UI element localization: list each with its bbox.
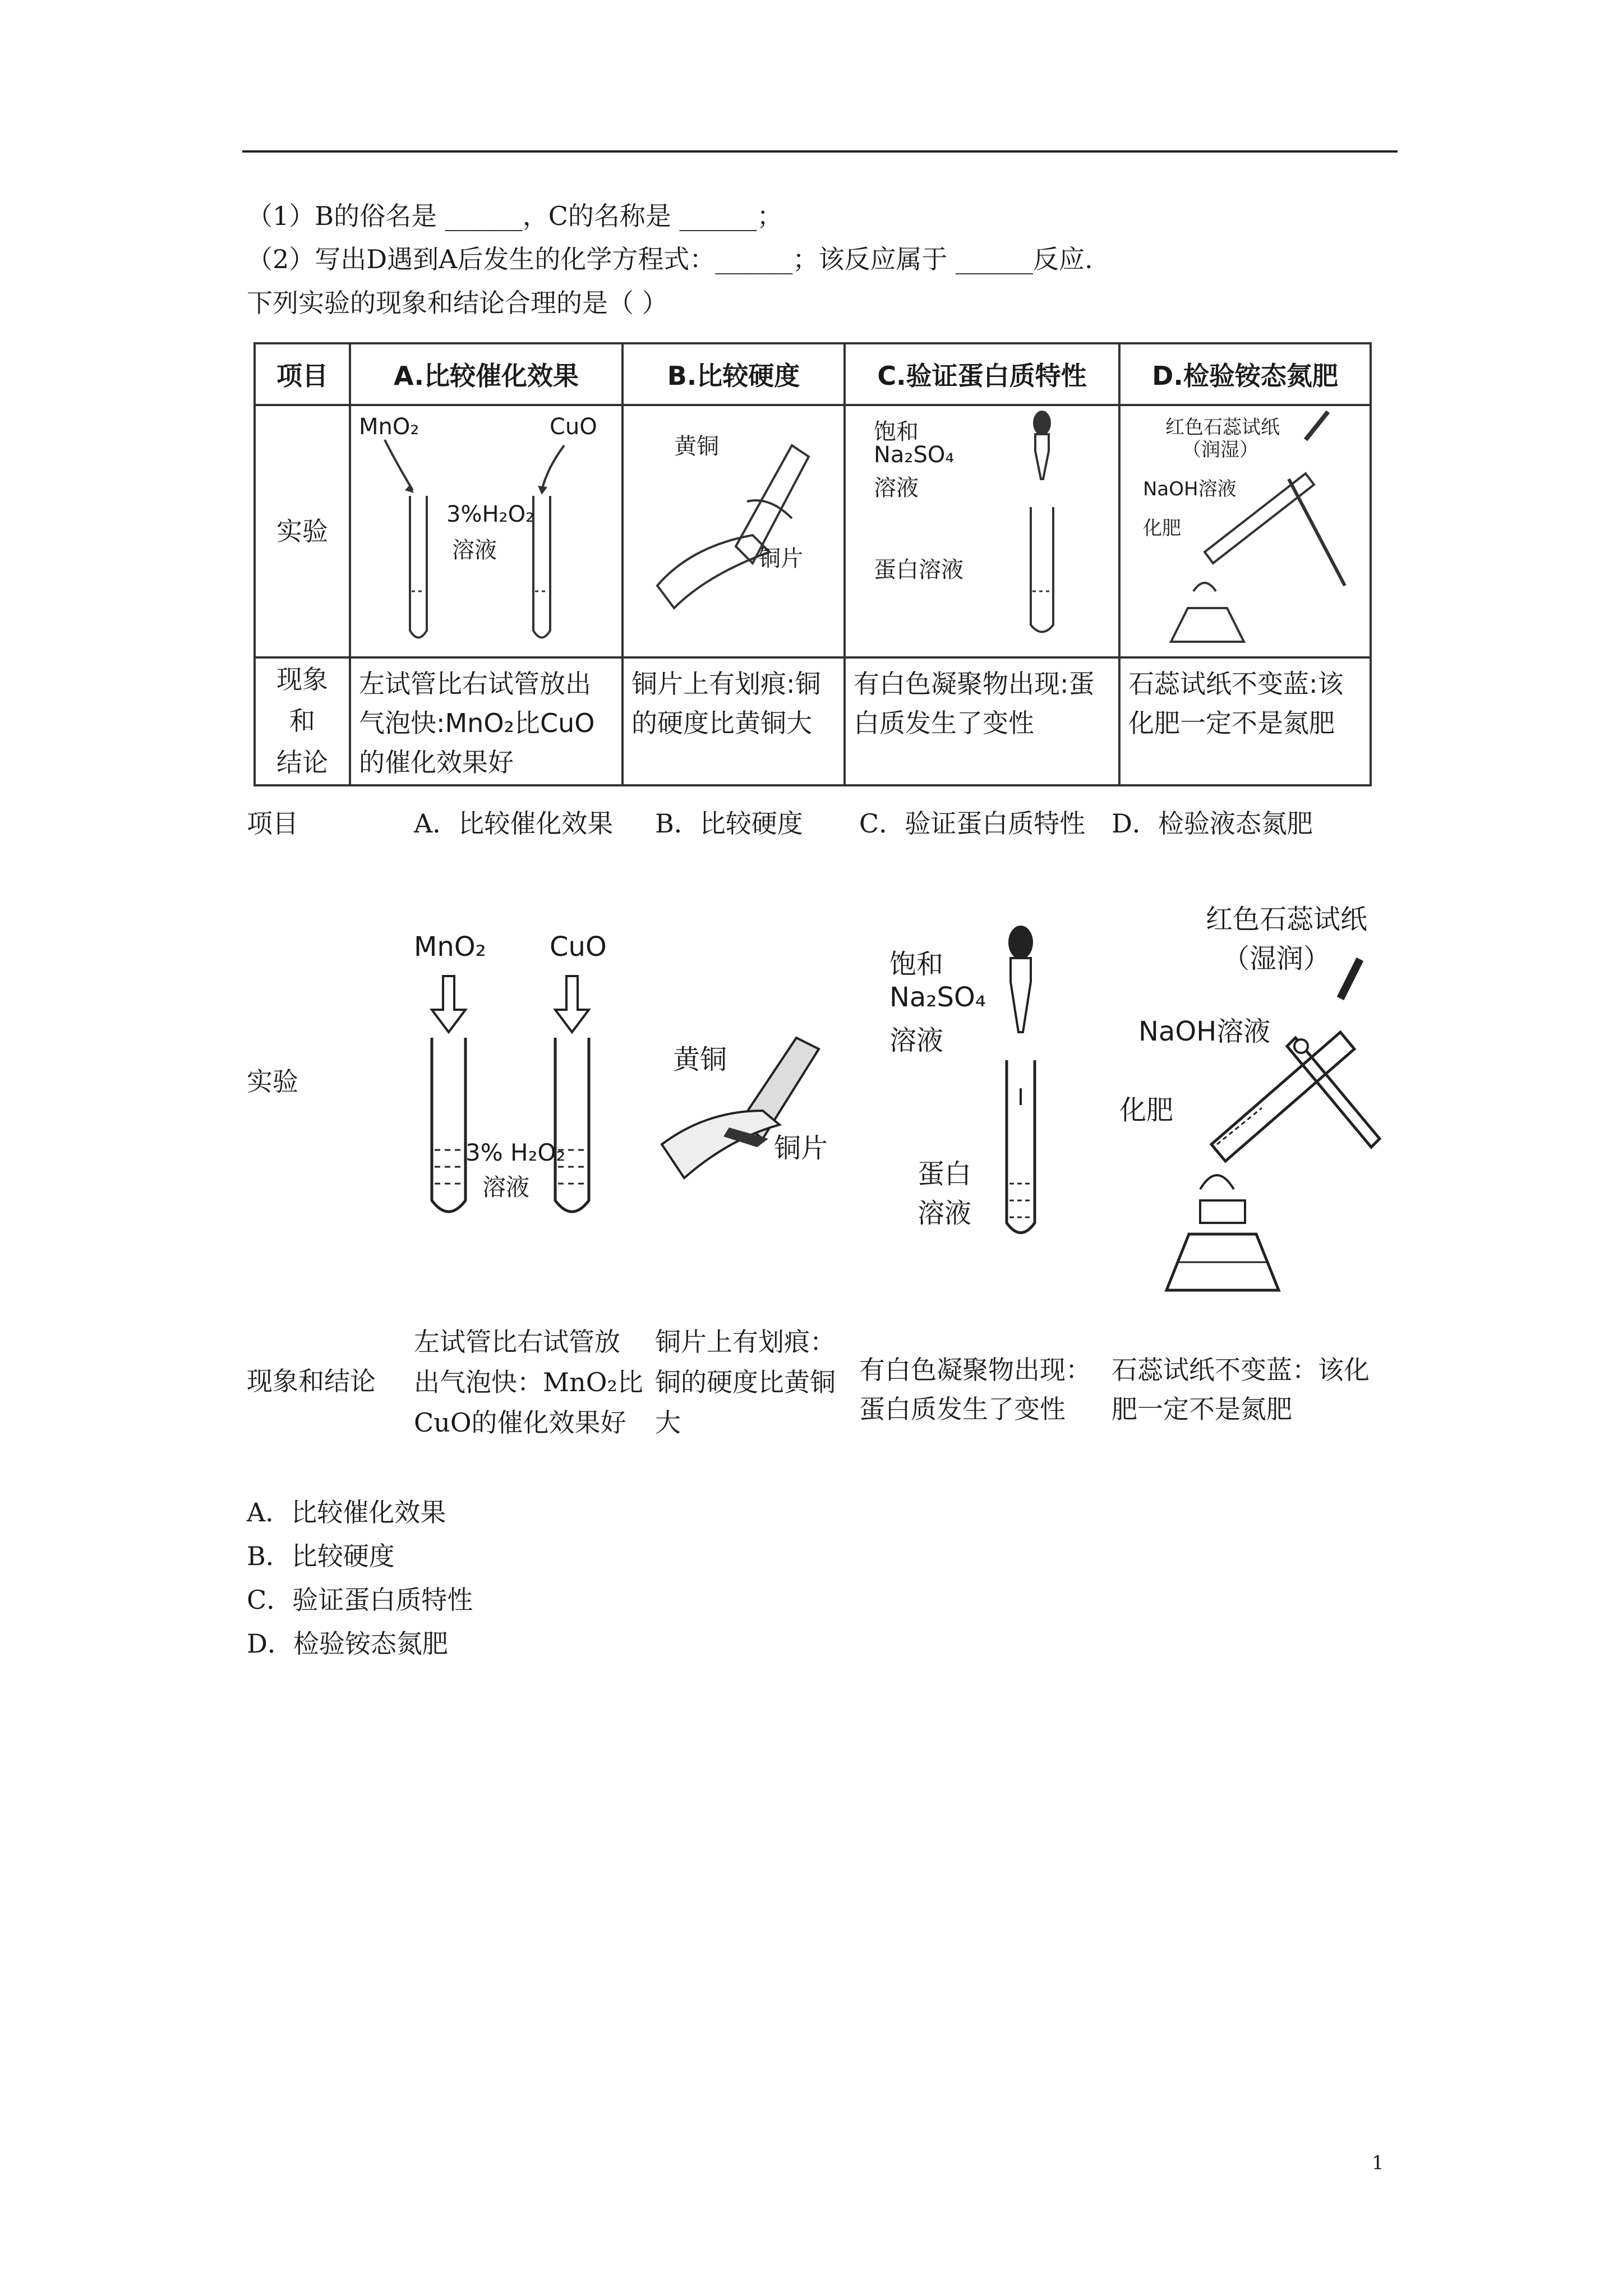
- question-stem: 下列实验的现象和结论合理的是（ ）: [247, 288, 668, 318]
- c-soln: 溶液: [874, 475, 919, 501]
- tt-c1-l2: 出气泡快：MnO₂比: [414, 1367, 643, 1397]
- tt-c2-l2: 铜的硬度比黄铜: [655, 1367, 836, 1397]
- tt-row3-label: 现象和结论: [247, 1366, 376, 1396]
- fig-d-fert: 化肥: [1119, 1094, 1174, 1126]
- vlabel-3: 结论: [276, 747, 328, 777]
- vlabel-1: 现象: [276, 664, 328, 694]
- tt-h-c: C．验证蛋白质特性: [859, 808, 1086, 839]
- tt-h-a: A．比较催化效果: [414, 808, 614, 839]
- img-conclusion-a: 左试管比右试管放出气泡快:MnO₂比CuO的催化效果好: [351, 659, 624, 784]
- d-wet: （润湿）: [1182, 439, 1258, 461]
- fig-a-h2o2: 3% H₂O₂: [465, 1139, 566, 1166]
- img-cell-d: [1121, 406, 1370, 659]
- row-conclusion-label-vertical: [256, 659, 351, 784]
- c-na2so4: Na₂SO₄: [874, 442, 955, 468]
- img-conclusion-c: 有白色凝聚物出现:蛋白质发生了变性: [846, 659, 1121, 784]
- fig-d-wet: （湿润）: [1223, 943, 1331, 974]
- tt-c3-l1: 有白色凝聚物出现：: [859, 1355, 1091, 1385]
- a-cuo: CuO: [550, 414, 597, 440]
- fig-b-hardness: [651, 1027, 875, 1189]
- a-soln: 溶液: [452, 537, 497, 563]
- tt-c3-l2: 蛋白质发生了变性: [859, 1394, 1066, 1424]
- fig-b-brass: 黄铜: [673, 1044, 727, 1075]
- img-b-diagram: [624, 406, 843, 656]
- tt-h-b: B．比较硬度: [655, 808, 803, 839]
- a-h2o2: 3%H₂O₂: [446, 501, 535, 527]
- img-a-diagram: [351, 406, 621, 656]
- tt-row2-label: 实验: [247, 1066, 298, 1097]
- a-mno2: MnO₂: [359, 414, 419, 440]
- c-protein: 蛋白溶液: [874, 557, 963, 583]
- th-b: B.比较硬度: [624, 344, 846, 406]
- c-sat: 饱和: [874, 419, 919, 445]
- experiment-table-image: [253, 342, 1372, 786]
- fig-b-copper: 铜片: [774, 1133, 828, 1164]
- th-a: A.比较催化效果: [351, 344, 624, 406]
- fig-d-naoh: NaOH溶液: [1138, 1016, 1271, 1047]
- tt-row1-label: 项目: [247, 808, 298, 839]
- fig-a-cuo: CuO: [550, 931, 607, 963]
- tt-c2-l1: 铜片上有划痕：: [655, 1327, 836, 1357]
- tt-c4-l1: 石蕊试纸不变蓝：该化: [1112, 1355, 1370, 1385]
- header-rule: [242, 150, 1398, 153]
- d-naoh: NaOH溶液: [1143, 478, 1237, 500]
- option-c[interactable]: C．验证蛋白质特性: [247, 1585, 473, 1615]
- vlabel-2: 和: [289, 706, 315, 736]
- question-part-1: （1）B的俗名是 ______，C的名称是 ______；: [247, 201, 783, 231]
- fig-c-protein: [886, 920, 1071, 1245]
- option-a[interactable]: A．比较催化效果: [247, 1497, 446, 1527]
- fig-c-egg2: 溶液: [917, 1198, 972, 1229]
- option-b[interactable]: B．比较硬度: [247, 1541, 395, 1571]
- img-conclusion-b: 铜片上有划痕:铜的硬度比黄铜大: [624, 659, 846, 784]
- tt-c4-l2: 肥一定不是氮肥: [1112, 1394, 1292, 1424]
- fig-a-catalysis: [404, 931, 617, 1223]
- fig-d-nitrogen: [1116, 898, 1408, 1301]
- tt-c2-l3: 大: [655, 1407, 681, 1438]
- d-fert: 化肥: [1143, 517, 1181, 540]
- fig-c-sat: 饱和: [889, 949, 944, 980]
- question-part-2: （2）写出D遇到A后发生的化学方程式：______；该反应属于 ______反应.: [247, 244, 1093, 274]
- d-paper: 红色石蕊试纸: [1165, 416, 1280, 439]
- fig-c-na2so4: Na₂SO₄: [889, 982, 986, 1013]
- th-c: C.验证蛋白质特性: [846, 344, 1121, 406]
- fig-a-mno2: MnO₂: [414, 931, 486, 963]
- img-cell-c: [846, 406, 1121, 659]
- b-copper: 铜片: [758, 546, 803, 572]
- option-d[interactable]: D．检验铵态氮肥: [247, 1628, 448, 1659]
- img-conclusion-d: 石蕊试纸不变蓝:该化肥一定不是氮肥: [1128, 669, 1344, 738]
- b-brass: 黄铜: [674, 434, 719, 459]
- fig-a-soln: 溶液: [482, 1174, 530, 1201]
- page-number: 1: [1372, 2152, 1384, 2174]
- th-d: D.检验铵态氮肥: [1121, 344, 1370, 406]
- img-cell-b: [624, 406, 846, 659]
- fig-c-egg1: 蛋白: [917, 1158, 972, 1190]
- tt-c1-l1: 左试管比右试管放: [414, 1327, 620, 1357]
- th-item: 项目: [256, 344, 351, 406]
- tt-c1-l3: CuO的催化效果好: [414, 1407, 626, 1438]
- fig-c-soln: 溶液: [889, 1025, 944, 1056]
- row-experiment-label: 实验: [256, 406, 351, 659]
- tt-h-d: D．检验液态氮肥: [1112, 808, 1313, 839]
- img-cell-a: [351, 406, 624, 659]
- fig-d-paper: 红色石蕊试纸: [1206, 904, 1368, 935]
